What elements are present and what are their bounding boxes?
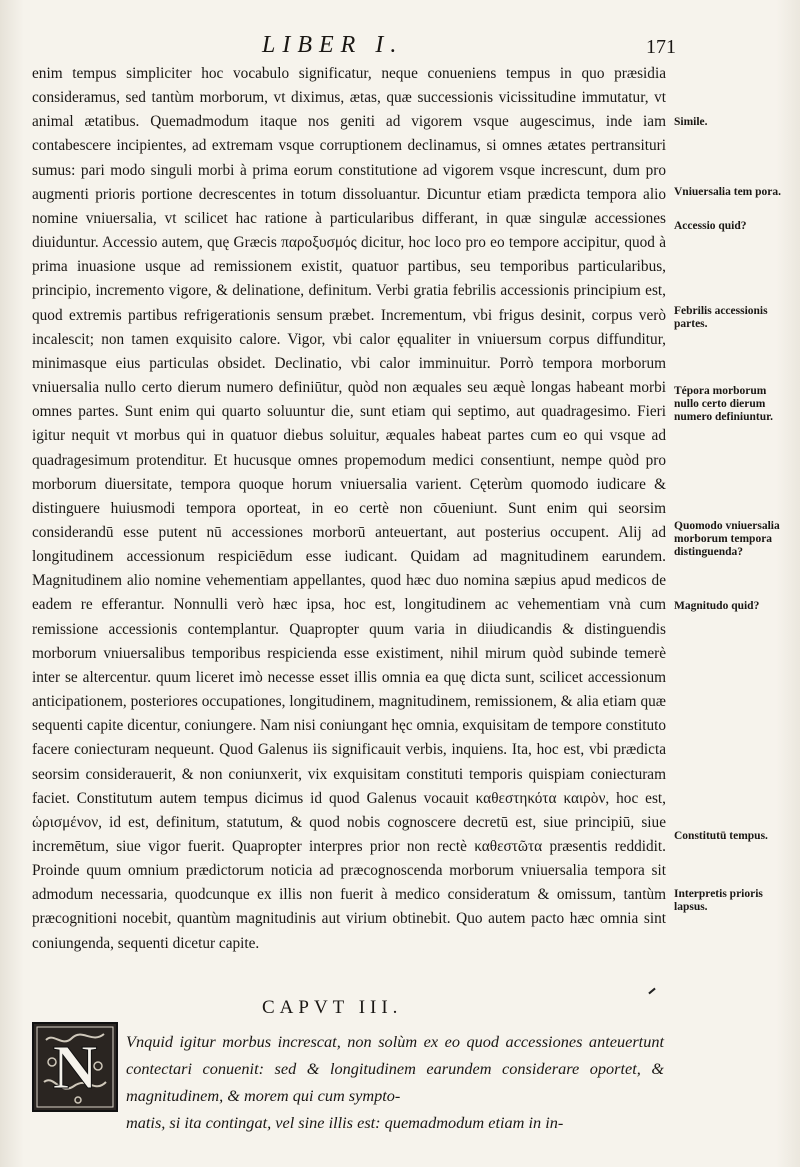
margin-note-magnitudo: Magnitudo quid? [674, 600, 760, 612]
decorated-initial [32, 1022, 118, 1112]
margin-note-constitutum: Constitutū tempus. [674, 830, 768, 842]
chapter-title: CAPVT III. [262, 997, 403, 1018]
margin-note-febrilis: Febrilis accessionis partes. [674, 305, 768, 330]
decorated-initial-n-icon [32, 1022, 118, 1112]
chapter-opening-continued: matis, si ita contingat, vel sine illis est: quemadmodum etiam in in- [126, 1113, 564, 1132]
margin-note-quomodo: Quomodo vniuersalia morborum tempora distinguenda? [674, 520, 780, 558]
page-header [262, 32, 682, 60]
margin-notes [674, 60, 796, 940]
chapter-opening: Vnquid igitur morbus increscat, non solùm ex eo quod accessiones anteuertunt contectari conuenit: sed & longitudinem earundem considerare oportet, & magnitudinem, & morem qui cum sympto- [126, 1032, 664, 1105]
ink-mark [648, 988, 655, 995]
main-text: enim tempus simpliciter hoc vocabulo significatur, neque conueniens tempus in quo præsidia consideramus, sed tantùm morborum, vt diximus, ætas, quæ successionis vicissitudine immutatur, vt animal ætatibus. Quemadmodum itaque nos geniti ad vigorem vsque augescimus, inde iam contabescere incipientes, ad extremam vsque corruptionem declinamus, si omnes ætates pertransituri sumus: pari modo singuli morbi à prima eorum constitutione ad vigorem vsque increscunt, dum pro augmenti prioris portione decrescentes in totum dissoluantur. Dicuntur etiam prædicta tempora alio nomine vniuersalia, vt scilicet hac ratione à particularibus differant, in quæ singulæ accessiones diuiduntur. Accessio autem, quę Græcis παροξυσμός dicitur, hoc loco pro eo tempore accipitur, quod à prima inuasione usque ad remissionem existit, quatuor partibus, seu temporibus particularibus, principio, incremento vigore, & delinatione, definitum. Verbi gratia febrilis accessionis principium est, quod extremis partibus refrigerationis sensum præbet. Incrementum, vbi frigus desinit, corpus verò incalescit; non tamen exquisito calore. Vigor, vbi calor ęqualiter in vniuersum corpus diffunditur, minimasque eius particulas obsidet. Declinatio, vbi calor imminuitur. Porrò tempora morborum vniuersalia nullo certo dierum numero definiūtur, quòd non æquales seu æquè longas habeant morbi omnes partes. Sunt enim qui quarto soluuntur die, sunt etiam qui septimo, aut quadragesimo. Fieri igitur nequit vt morbus qui in quatuor diebus soluitur, æquales habeat partes cum eo qui vsque ad quadragesimum protenditur. Et hucusque omnes propemodum medici consentiunt, nempe quòd pro morborum diuersitate, tempora quoque horum vniuersalia varient. Cęterùm quomodo iudicare & distinguere huiusmodi tempora oporteat, in eo certè non cōueniunt. Sunt enim qui seorsim considerandū esse putent nū accessiones morborū anteuertant, aut posterius occupent. Alij ad longitudinem accessionum respiciēdum esse iudicant. Quidam ad magnitudinem earundem. Magnitudinem alio nomine vehementiam appellantes, quod hæc duo nomina sæpius apud medicos de eadem re efferantur. Nonnulli verò hæc ipsa, hoc est, longitudinem ac vehementiam vnà cum remissione accessionis contemplantur. Quapropter quum varia in diiudicandis & distinguendis morborum vniuersalibus temporibus respicienda esse existiment, nihil mirum quòd subinde temerè inter se altercentur. quum liceret imò necesse esset illis omnia ea quę dicta sunt, scilicet accessionum anticipationem, posteriores occupationes, longitudinem, magnitudinem, remissionem, & alia etiam quæ sequenti capite dicentur, coniungere. Nam nisi coniungant hęc omnia, exquisitam de tempore constituto facere coniecturam nequeunt. Quod Galenus iis significauit verbis, inquiens. Ita, hoc est, vbi prædicta seorsim considerauerit, & non coniunxerit, vix exquisitam constituti temporis quispiam coniecturam faciet. Constitutum autem tempus dicimus id quod Galenus vocauit καθεστηκότα καιρὸν, hoc est, ὡρισμένον, id est, definitum, statutum, & quod nobis cognoscere decretū est, siue principiū, siue incremētum, siue vigor fuerit. Quapropter interpres prior non rectè καθεστῶτα præsentis reddidit. Proinde quum omnium prædictorum noticia ad præcognoscenda morborum vniuersalia tempora sit admodum necessaria, quodcunque ex illis non fuerit à medico consideratum & omissum, tantùm præcognitioni nocebit, quantùm magnitudinis aut virium obtinebit. Quo autem pacto hæc omnia sint coniungenda, sequenti dicetur capite. [32, 65, 666, 952]
initial-letter: N [52, 1034, 98, 1102]
page-number: 171 [646, 36, 676, 58]
margin-note-simile: Simile. [674, 116, 708, 128]
running-head: LIBER I. [262, 32, 404, 58]
margin-note-vniuersalia: Vniuersalia tem pora. [674, 186, 782, 198]
margin-note-accessio: Accessio quid? [674, 220, 747, 232]
margin-note-tepora: Tépora morborum nullo certo dierum numero definiuntur. [674, 385, 774, 423]
margin-note-interpretis: Interpretis prioris lapsus. [674, 888, 763, 913]
